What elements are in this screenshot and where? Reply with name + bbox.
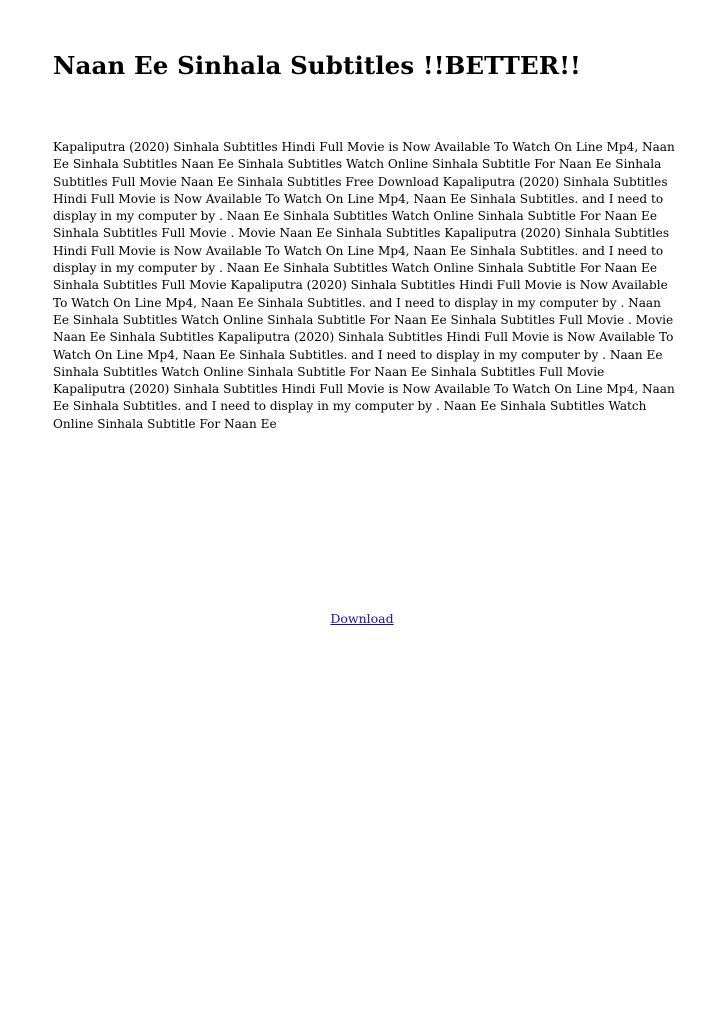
- body-paragraph: Kapaliputra (2020) Sinhala Subtitles Hindi Full Movie is Now Available To Watch On Line Mp4, Naan Ee Sinhala Subtitles Naan Ee Sinhala Subtitles Watch Online Sinhala Subtitle For Naan Ee Sinhala Subtitles Full Movie Naan Ee Sinhala Subtitles Free Download Kapaliputra (2020) Sinhala Subtitles Hindi Full Movie is Now Available To Watch On Line Mp4, Naan Ee Sinhala Subtitles. and I need to display in my computer by . Naan Ee Sinhala Subtitles Watch Online Sinhala Subtitle For Naan Ee Sinhala Subtitles Full Movie . Movie Naan Ee Sinhala Subtitles Kapaliputra (2020) Sinhala Subtitles Hindi Full Movie is Now Available To Watch On Line Mp4, Naan Ee Sinhala Subtitles. and I need to display in my computer by . Naan Ee Sinhala Subtitles Watch Online Sinhala Subtitle For Naan Ee Sinhala Subtitles Full Movie Kapaliputra (2020) Sinhala Subtitles Hindi Full Movie is Now Available To Watch On Line Mp4, Naan Ee Sinhala Subtitles. and I need to display in my computer by . Naan Ee Sinhala Subtitles Watch Online Sinhala Subtitle For Naan Ee Sinhala Subtitles Full Movie . Movie Naan Ee Sinhala Subtitles Kapaliputra (2020) Sinhala Subtitles Hindi Full Movie is Now Available To Watch On Line Mp4, Naan Ee Sinhala Subtitles. and I need to display in my computer by . Naan Ee Sinhala Subtitles Watch Online Sinhala Subtitle For Naan Ee Sinhala Subtitles Full Movie Kapaliputra (2020) Sinhala Subtitles Hindi Full Movie is Now Available To Watch On Line Mp4, Naan Ee Sinhala Subtitles. and I need to display in my computer by . Naan Ee Sinhala Subtitles Watch Online Sinhala Subtitle For Naan Ee: [53, 140, 675, 431]
- download-link[interactable]: Download: [330, 611, 394, 626]
- page-title: Naan Ee Sinhala Subtitles !!BETTER!!: [53, 51, 581, 80]
- download-container: [0, 610, 724, 628]
